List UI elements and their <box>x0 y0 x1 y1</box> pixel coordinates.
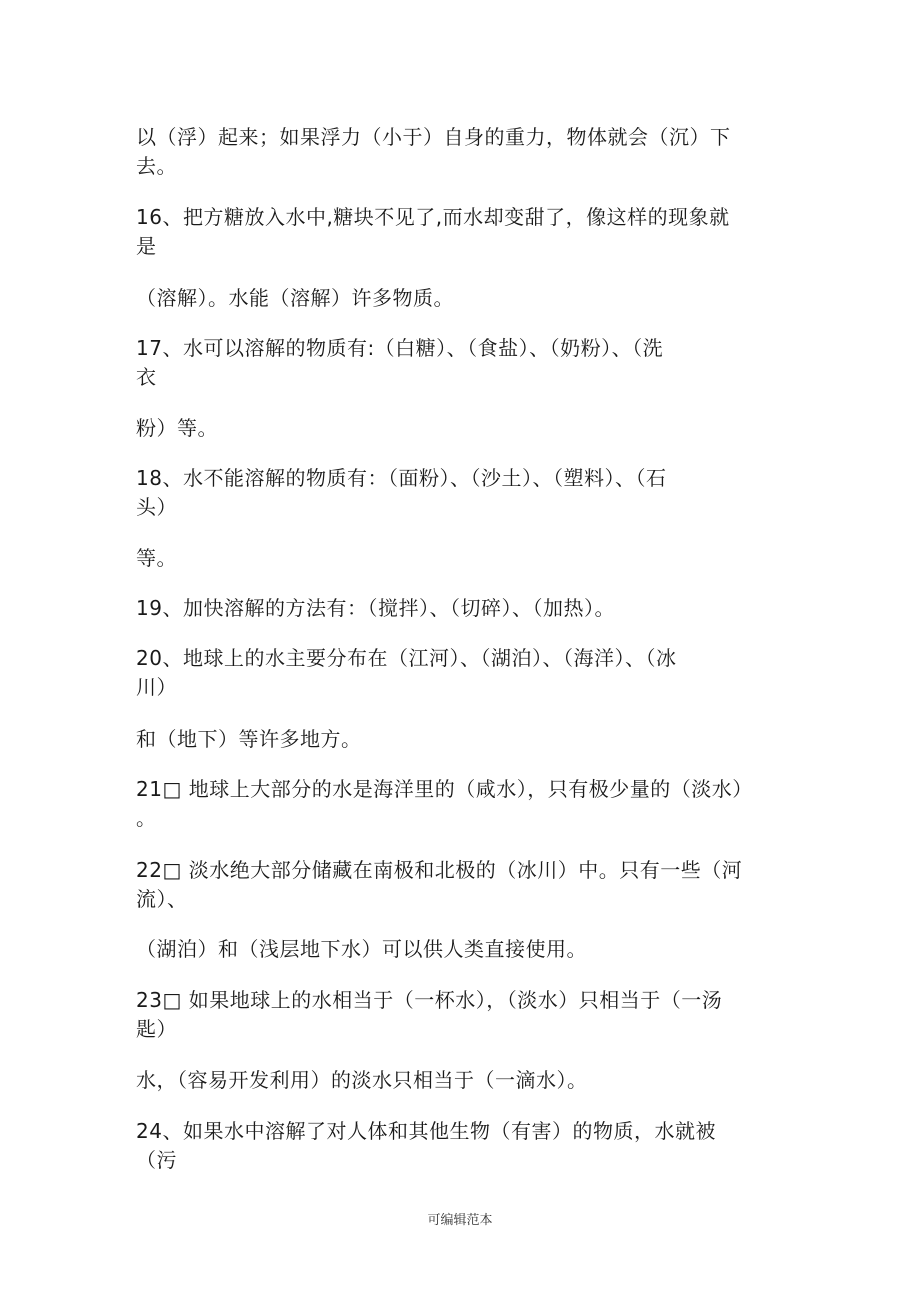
text-line-24: 24、如果水中溶解了对人体和其他生物（有害）的物质，水就被 <box>136 1119 716 1143</box>
text-line-6: 17、水可以溶解的物质有:（白糖）、（食盐）、（奶粉）、（洗 <box>136 336 664 360</box>
text-line-10: 头） <box>136 495 177 519</box>
text-line-5: （溶解）。水能（溶解）许多物质。 <box>136 286 454 310</box>
text-line-8: 粉）等。 <box>136 416 218 440</box>
page-footer: 可编辑范本 <box>427 1213 493 1228</box>
text-line-25: （污 <box>136 1148 177 1172</box>
text-line-7: 衣 <box>136 365 157 389</box>
text-line-16: 21□ 地球上大部分的水是海洋里的（咸水），只有极少量的（淡水） <box>136 777 753 801</box>
text-line-11: 等。 <box>136 546 177 570</box>
text-line-1: 以（浮）起来；如果浮力（小于）自身的重力，物体就会（沉）下 <box>136 125 731 149</box>
text-line-15: 和（地下）等许多地方。 <box>136 727 362 751</box>
text-line-14: 川） <box>136 675 177 699</box>
text-line-22: 匙） <box>136 1017 177 1041</box>
text-line-12: 19、加快溶解的方法有：（搅拌）、（切碎）、（加热）。 <box>136 596 615 620</box>
text-line-17: 。 <box>136 806 157 830</box>
text-line-18: 22□ 淡水绝大部分储藏在南极和北极的（冰川）中。只有一些（河 <box>136 858 743 882</box>
text-line-13: 20、地球上的水主要分布在（江河）、（湖泊）、（海洋）、（冰 <box>136 646 677 670</box>
text-line-20: （湖泊）和（浅层地下水）可以供人类直接使用。 <box>136 937 587 961</box>
text-line-23: 水，（容易开发利用）的淡水只相当于（一滴水）。 <box>136 1068 588 1092</box>
text-line-2: 去。 <box>136 154 177 178</box>
text-line-21: 23□ 如果地球上的水相当于（一杯水），（淡水）只相当于（一汤 <box>136 988 723 1012</box>
text-line-19: 流）、 <box>136 887 188 911</box>
text-line-3: 16、把方糖放入水中,糖块不见了,而水却变甜了，像这样的现象就 <box>136 205 730 229</box>
text-line-4: 是 <box>136 234 157 258</box>
text-line-9: 18、水不能溶解的物质有：（面粉）、（沙土）、（塑料）、（石 <box>136 466 667 490</box>
